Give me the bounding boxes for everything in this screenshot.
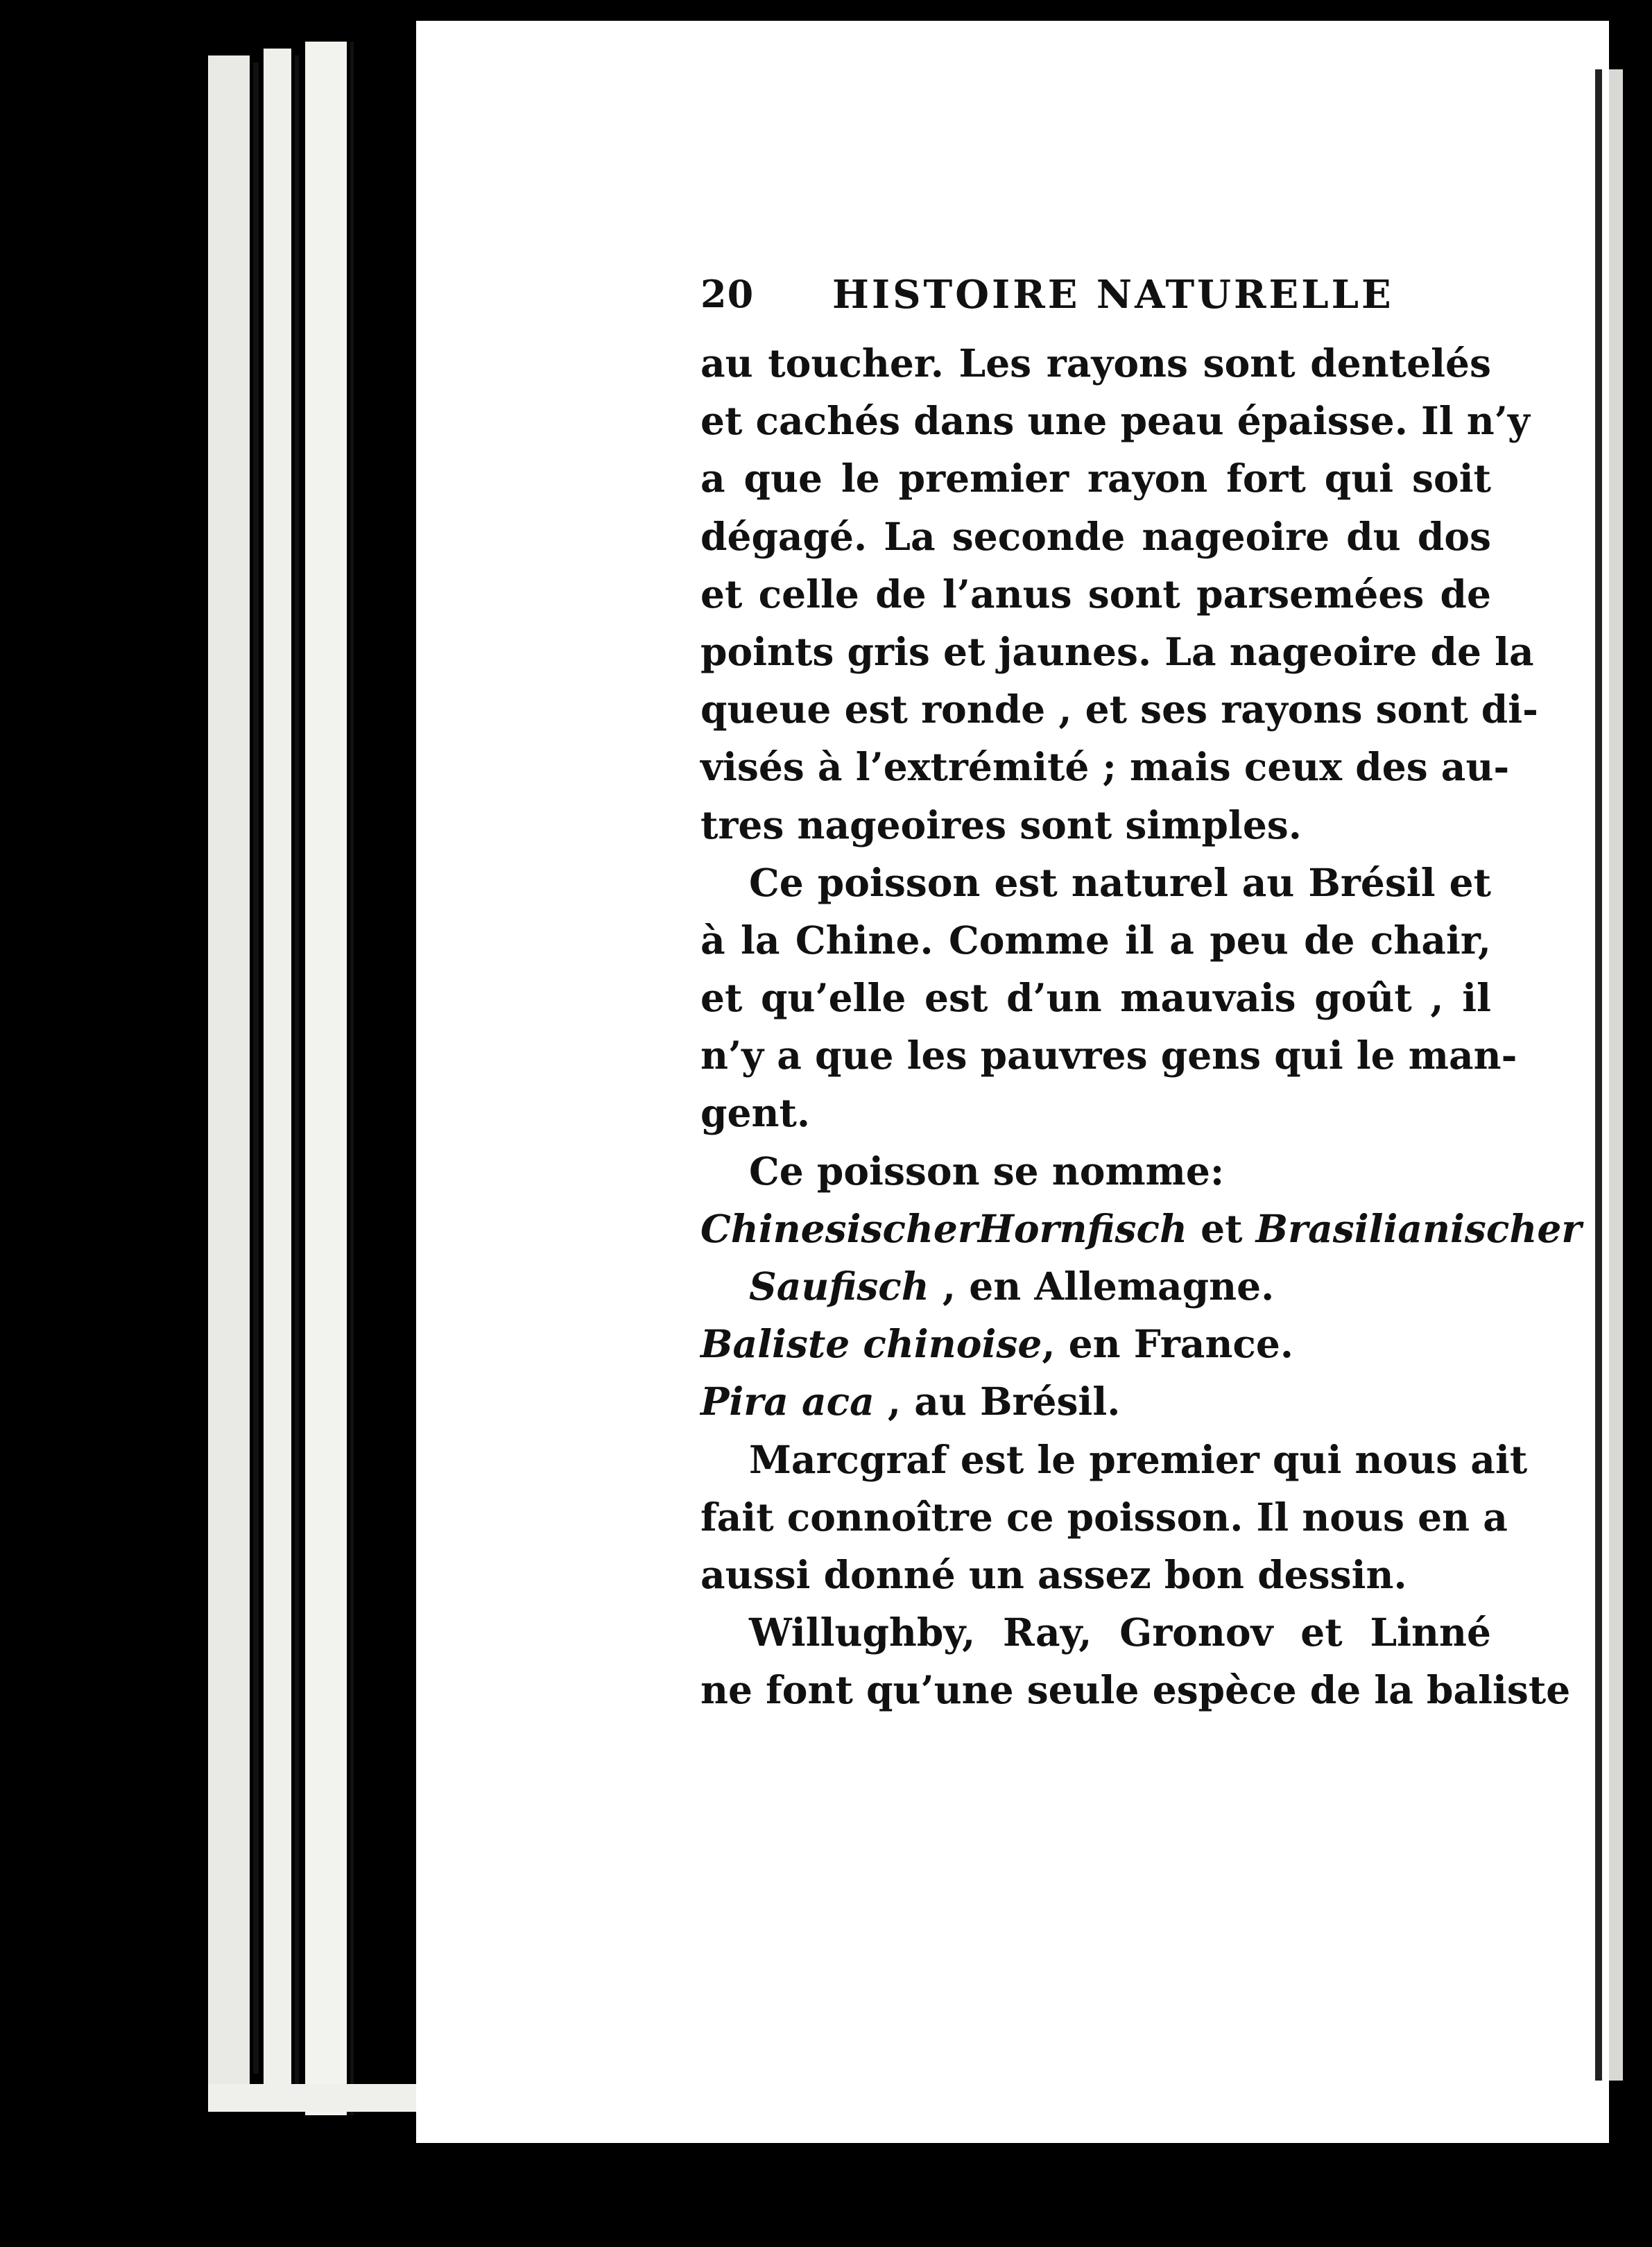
page-edge-shadow xyxy=(350,42,354,2115)
name-line xyxy=(700,1200,1582,1257)
page-edge-shadow xyxy=(295,55,299,2094)
text-line: et qu’elle est d’un mauvais goût , il xyxy=(700,975,1491,1021)
species-name: Brasilianischer xyxy=(1255,1205,1582,1251)
text-line: tres nageoires sont simples. xyxy=(700,802,1302,847)
name-joiner: et xyxy=(1187,1205,1256,1251)
text-line: n’y a que les pauvres gens qui le man- xyxy=(700,1033,1517,1078)
text-line: visés à l’extrémité ; mais ceux des au- xyxy=(700,744,1510,790)
text-line: fait connoître ce poisson. Il nous en a xyxy=(700,1494,1508,1540)
text-line: ne font qu’une seule espèce de la baliste xyxy=(700,1667,1571,1713)
text-line: queue est ronde , et ses rayons sont di- xyxy=(700,687,1538,732)
text-line: Ce poisson se nomme: xyxy=(749,1148,1225,1194)
species-name: Baliste chinoise xyxy=(700,1321,1042,1367)
page-edge xyxy=(305,42,347,2115)
body-text xyxy=(700,334,1582,1719)
page-number: 20 xyxy=(700,272,755,316)
text-line: dégagé. La seconde nageoire du dos xyxy=(700,513,1491,559)
name-line xyxy=(700,1372,1491,1430)
name-locale: , au Brésil. xyxy=(874,1379,1121,1424)
species-name: Pira aca xyxy=(700,1379,875,1424)
name-locale: , en Allemagne. xyxy=(929,1264,1275,1309)
species-name: Saufisch xyxy=(749,1264,929,1309)
page-header xyxy=(700,272,1491,327)
species-name: ChinesischerHornfisch xyxy=(700,1205,1187,1251)
text-line: Marcgraf est le premier qui nous ait xyxy=(749,1436,1528,1482)
text-line: a que le premier rayon fort qui soit xyxy=(700,456,1491,501)
text-line: Ce poisson est naturel au Brésil et xyxy=(749,859,1491,905)
text-line: points gris et jaunes. La nageoire de la xyxy=(700,628,1534,674)
binding-shadow xyxy=(1595,69,1602,2081)
page-edge xyxy=(264,49,291,2101)
name-locale: , en France. xyxy=(1042,1321,1294,1367)
running-title: HISTOIRE NATURELLE xyxy=(832,272,1394,318)
text-line: aussi donné un assez bon dessin. xyxy=(700,1551,1407,1597)
page-edge-shadow xyxy=(253,62,259,2074)
text-line: Willughby, Ray, Gronov et Linné xyxy=(749,1610,1491,1655)
binding-edge xyxy=(1609,69,1623,2081)
text-line: et cachés dans une peau épaisse. Il n’y xyxy=(700,398,1530,444)
text-line: au toucher. Les rayons sont dentelés xyxy=(700,341,1491,386)
name-line xyxy=(700,1257,1491,1315)
text-line: à la Chine. Comme il a peu de chair, xyxy=(700,917,1491,963)
text-line: gent. xyxy=(700,1090,810,1136)
name-line xyxy=(700,1315,1491,1372)
text-line: et celle de l’anus sont parsemées de xyxy=(700,571,1491,617)
page-edge xyxy=(208,55,250,2087)
